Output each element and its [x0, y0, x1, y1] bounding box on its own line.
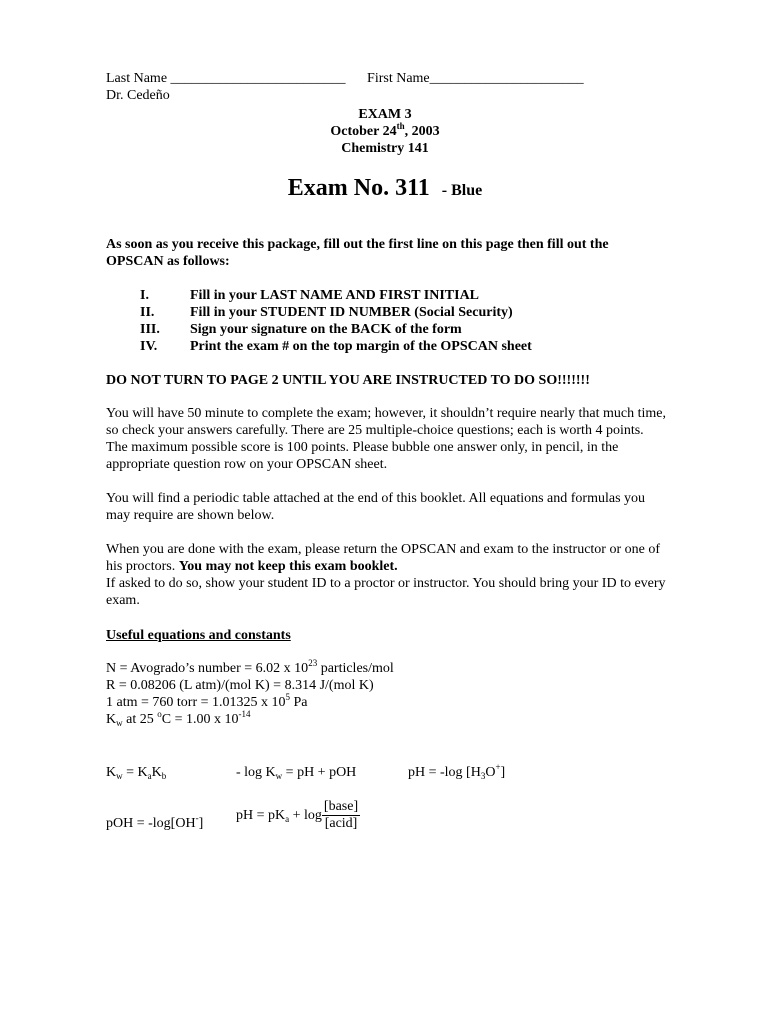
base-acid-fraction: $\frac{\text{[base]}}{\text{[acid]}}$ — [323, 799, 359, 831]
exam-date: October 24th, 2003 — [330, 121, 440, 139]
last-name-label: Last Name — [106, 71, 168, 86]
last-name-field[interactable]: _________________________ — [170, 71, 346, 86]
list-item: II. Fill in your STUDENT ID NUMBER (Social Security) — [140, 305, 513, 320]
student-id-paragraph: If asked to do so, show your student ID to a proctor or instructor. You should bring your ID to every exam. — [106, 576, 666, 608]
equation-poh: pOH = -log[OH-] — [106, 813, 204, 831]
equation-log-kw: - $\log K_w$ = pH + pOH — [236, 765, 357, 781]
name-line — [106, 70, 584, 87]
list-item: III. Sign your signature on the BACK of the form — [140, 322, 462, 337]
list-item: I. Fill in your LAST NAME AND FIRST INITIAL — [140, 288, 480, 303]
atm-conversion: 1 atm = 760 torr = 1.01325 x $10^5$ Pa — [106, 692, 308, 710]
return-paragraph: When you are done with the exam, please return the OPSCAN and exam to the instructor or one of his proctors. You may not keep this exam booklet. — [106, 542, 661, 574]
exam-version: - Blue — [441, 182, 483, 199]
periodic-table-paragraph: You will find a periodic table attached at the end of this booklet. All equations and formulas you may require are shown below. — [106, 491, 646, 523]
kw-constant: $K_w$ at 25 $^o$C = 1.00 x $10^{-14}$ — [106, 709, 251, 728]
time-paragraph: You will have 50 minute to complete the exam; however, it shouldn’t require nearly that much time, so check your answers carefully. There are 25 multiple-choice questions; each is worth 4 points. The maximum possible score is 100 points. Please bubble one answer only, in pencil, in the appropriate question row on your OPSCAN sheet. — [106, 406, 666, 472]
step-list — [140, 287, 532, 355]
avogadro-constant: N = Avogrado’s number = 6.02 x $10^{23}$ particles/mol — [106, 658, 394, 676]
first-name-field[interactable]: ______________________ — [429, 71, 584, 86]
warning-text: DO NOT TURN TO PAGE 2 UNTIL YOU ARE INSTRUCTED TO DO SO!!!!!!! — [106, 373, 590, 388]
equation-kw-kakb: $K_w = K_aK_b$ — [106, 765, 167, 781]
equation-ph: pH = -log $[H_3O^+]$ — [408, 762, 506, 781]
list-item: IV. Print the exam # on the top margin of the OPSCAN sheet — [140, 339, 532, 354]
exam-title: EXAM 3 — [358, 107, 412, 122]
first-name-label: First Name — [367, 71, 430, 86]
instructor-name: Dr. Cedeño — [106, 88, 170, 103]
exam-number: Exam No. 311 - Blue — [287, 175, 483, 201]
instructions-intro: As soon as you receive this package, fill out the first line on this page then fill out the OPSCAN as follows: — [106, 237, 609, 269]
gas-constant: R = 0.08206 (L atm)/(mol K) = 8.314 J/(mol K) — [106, 678, 374, 693]
course-name: Chemistry 141 — [341, 141, 429, 156]
equation-henderson-hasselbalch: pH = $pK_a + \log$ $\frac{\text{[base]}}{\text{[acid]}}$ — [236, 799, 359, 831]
constants-heading: Useful equations and constants — [106, 628, 291, 643]
